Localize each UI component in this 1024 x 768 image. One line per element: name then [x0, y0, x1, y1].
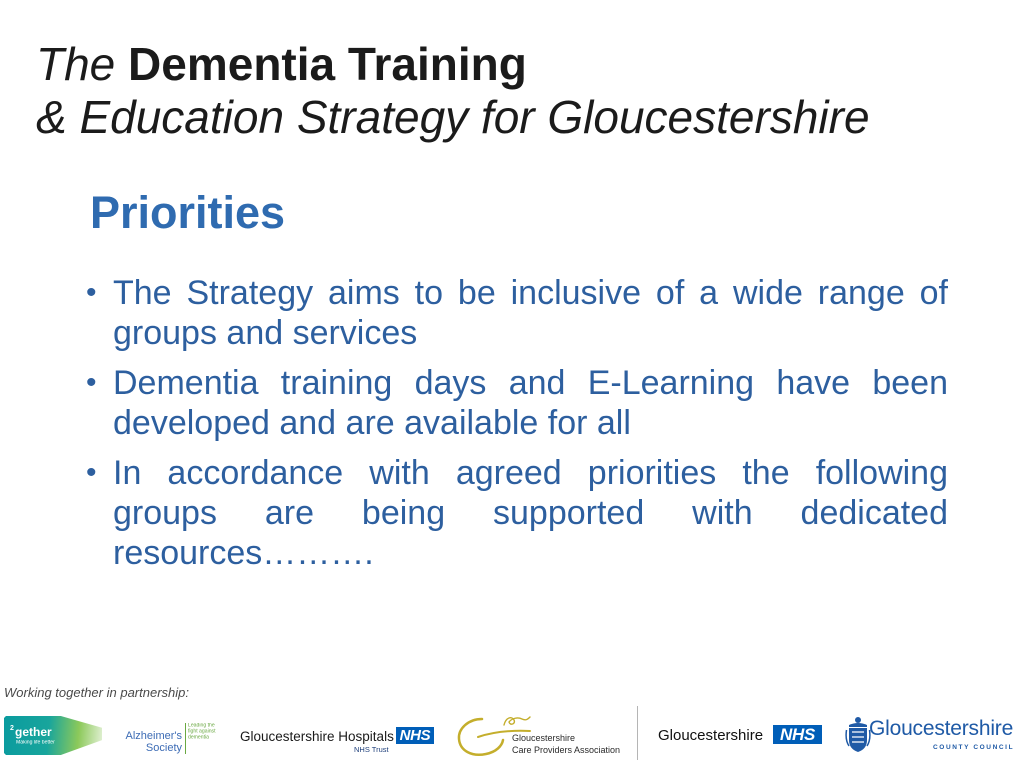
- gcpa-name-line-1: Gloucestershire: [512, 733, 576, 743]
- bullet-text: The Strategy aims to be inclusive of a wide range of groups and services: [113, 274, 948, 352]
- title-line-1: [36, 38, 870, 91]
- alzheimers-tagline-line: dementia: [188, 734, 209, 740]
- gcpa-name-line-2: Care Providers Association: [512, 745, 621, 755]
- gloucestershire-nhs-badge: NHS: [773, 725, 822, 744]
- title-prefix: The: [36, 38, 116, 90]
- bullet-text: In accordance with agreed priorities the following groups are being supported with dedicated resources……….: [113, 454, 948, 572]
- bullet-marker: •: [86, 456, 97, 489]
- alzheimers-divider: [185, 723, 186, 754]
- alzheimers-tagline-line: fight against: [188, 728, 216, 735]
- county-council-name: Gloucestershire: [869, 717, 1014, 740]
- alzheimers-society-wordmark: [110, 730, 182, 754]
- bullet-item: [86, 453, 948, 573]
- bullet-marker: •: [86, 276, 97, 309]
- partnership-label: Working together in partnership:: [4, 685, 189, 700]
- gloucestershire-nhs-name: Gloucestershire: [658, 727, 764, 744]
- title-line-2: & Education Strategy for Gloucestershire: [36, 91, 870, 143]
- crest-icon: [845, 716, 871, 754]
- logo-divider: [637, 706, 638, 760]
- title-emphasis: Dementia Training: [128, 38, 527, 90]
- alzheimers-name-line-1: Alzheimer's: [125, 730, 182, 742]
- bullet-marker: •: [86, 366, 97, 399]
- 2gether-tagline: Making life better: [16, 740, 55, 746]
- bullet-item: [86, 273, 948, 353]
- 2gether-numeral: 2: [10, 725, 14, 732]
- county-council-subtitle: COUNTY COUNCIL: [933, 744, 1015, 751]
- bullet-item: [86, 363, 948, 443]
- hospitals-trust-subtitle: NHS Trust: [354, 745, 389, 754]
- alzheimers-name-line-2: Society: [145, 742, 182, 754]
- section-heading: Priorities: [90, 187, 286, 238]
- hospitals-trust-name: Gloucestershire Hospitals: [240, 729, 394, 744]
- bullet-text: Dementia training days and E-Learning have been developed and are available for all: [113, 364, 948, 442]
- partner-footer: [0, 680, 1024, 768]
- alzheimers-tagline: [188, 723, 216, 741]
- alzheimers-tagline-line: Leading the: [188, 723, 215, 729]
- bullet-list: [86, 273, 948, 583]
- slide-title: [36, 38, 870, 144]
- 2gether-logo: [4, 716, 102, 755]
- 2gether-wordmark: gether: [15, 725, 52, 739]
- hospitals-nhs-badge: NHS: [396, 727, 434, 744]
